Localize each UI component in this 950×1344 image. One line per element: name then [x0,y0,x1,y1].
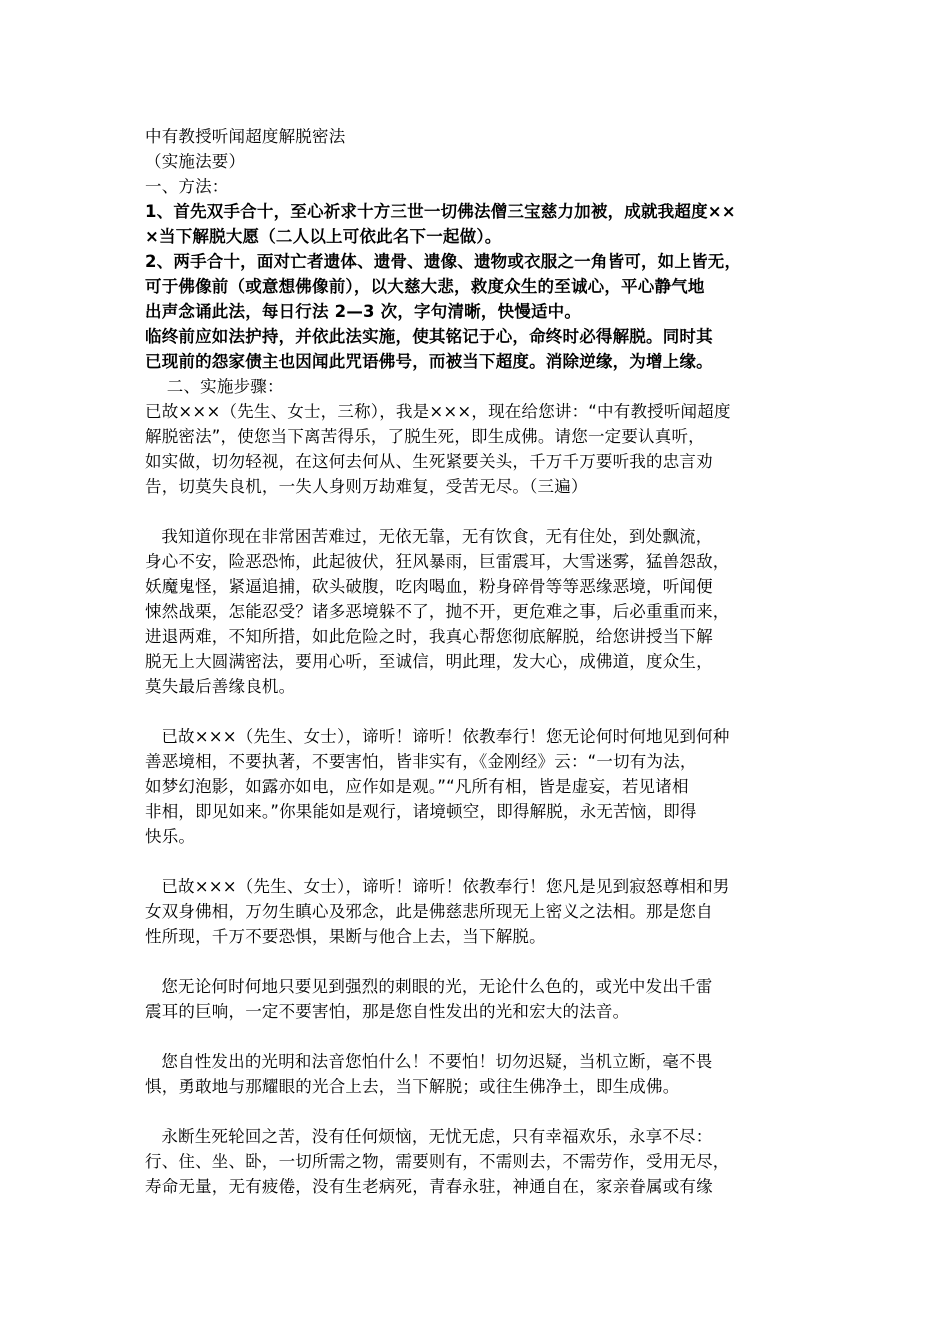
paragraph-6-line: 永断生死轮回之苦，没有任何烦恼，无忧无虑，只有幸福欢乐，永享不尽： [145,1127,713,1146]
paragraph-1-line: 脱无上大圆满密法，要用心听，至诚信，明此理，发大心，成佛道，度众生， [145,652,713,671]
paragraph-3-line: 女双身佛相，万勿生瞋心及邪念，此是佛慈悲所现无上密义之法相。那是您自 [145,902,713,921]
paragraph-2-line: 如梦幻泡影，如露亦如电，应作如是观。”“凡所有相，皆是虚妄，若见诸相 [145,777,689,796]
paragraph-1-line: 妖魔鬼怪，紧逼追捕，砍头破腹，吃肉喝血，粉身碎骨等等恶缘恶境，听闻便 [145,577,713,596]
section-heading-method: 一、方法： [145,177,229,196]
paragraph-4-line: 震耳的巨响，一定不要害怕，那是您自性发出的光和宏大的法音。 [145,1002,630,1021]
paragraph-gap [145,699,815,724]
paragraph-1-line: 进退两难，不知所措，如此危险之时，我真心帮您彻底解脱，给您讲授当下解 [145,627,713,646]
document-subtitle: （实施法要） [145,152,246,171]
paragraph-gap [145,1024,815,1049]
paragraph-6-line: 寿命无量，无有疲倦，没有生老病死，青春永驻，神通自在，家亲眷属或有缘 [145,1177,713,1196]
paragraph-5-line: 惧，勇敢地与那耀眼的光合上去，当下解脱；或往生佛净土，即生成佛。 [145,1077,680,1096]
paragraph-1-line: 悚然战栗，怎能忍受？诸多恶境躲不了，抛不开，更危难之事，后必重重而来， [145,602,730,621]
paragraph-3-line: 性所现，千万不要恐惧，果断与他合上去，当下解脱。 [145,927,546,946]
paragraph-gap [145,849,815,874]
paragraph-gap [145,949,815,974]
step-intro-line: 如实做，切勿轻视，在这何去何从、生死紧要关头，千万千万要听我的忠言劝 [145,452,713,471]
method-2-line: 可于佛像前（或意想佛像前），以大慈大悲，救度众生的至诚心，平心静气地 [145,277,705,296]
method-2-line: 2、两手合十，面对亡者遗体、遗骨、遗像、遗物或衣服之一角皆可，如上皆无， [145,252,742,271]
step-intro-line: 解脱密法”，使您当下离苦得乐，了脱生死，即生成佛。请您一定要认真听， [145,427,705,446]
paragraph-gap [145,1099,815,1124]
paragraph-6-line: 行、住、坐、卧，一切所需之物，需要则有，不需则去，不需劳作，受用无尽， [145,1152,730,1171]
method-1-line: 1、首先双手合十，至心祈求十方三世一切佛法僧三宝慈力加被，成就我超度×× [145,202,736,221]
step-intro-line: 已故×××（先生、女士，三称），我是×××，现在给您讲：“中有教授听闻超度 [145,402,731,421]
paragraph-gap [145,499,815,524]
step-intro-line: 告，切莫失良机，一失人身则万劫难复，受苦无尽。（三遍） [145,477,588,496]
document-body [145,124,815,1199]
paragraph-1-line: 身心不安，险恶恐怖，此起彼伏，狂风暴雨，巨雷震耳，大雪迷雾，猛兽怨敌， [145,552,730,571]
paragraph-2-line: 快乐。 [145,827,196,846]
note-line: 临终前应如法护持，并依此法实施，使其铭记于心，命终时必得解脱。同时其 [145,327,713,346]
paragraph-5-line: 您自性发出的光明和法音您怕什么！不要怕！切勿迟疑，当机立断，毫不畏 [145,1052,713,1071]
paragraph-1-line: 莫失最后善缘良机。 [145,677,296,696]
method-2-line: 出声念诵此法，每日行法 2—3 次，字句清晰，快慢适中。 [145,302,582,321]
paragraph-4-line: 您无论何时何地只要见到强烈的刺眼的光，无论什么色的，或光中发出千雷 [145,977,713,996]
paragraph-2-line: 已故×××（先生、女士），谛听！谛听！依教奉行！您无论何时何地见到何种 [145,727,730,746]
document-title: 中有教授听闻超度解脱密法 [145,127,346,146]
section-heading-steps: 二、实施步骤： [145,377,284,396]
note-line: 已现前的怨家债主也因闻此咒语佛号，而被当下超度。消除逆缘，为增上缘。 [145,352,713,371]
paragraph-2-line: 善恶境相，不要执著，不要害怕，皆非实有，《金刚经》云：“一切有为法， [145,752,697,771]
method-1-line: ×当下解脱大愿（二人以上可依此名下一起做）。 [145,227,502,246]
paragraph-1-line: 我知道你现在非常困苦难过，无依无靠，无有饮食，无有住处，到处飘流， [145,527,713,546]
paragraph-3-line: 已故×××（先生、女士），谛听！谛听！依教奉行！您凡是见到寂怒尊相和男 [145,877,730,896]
paragraph-2-line: 非相，即见如来。”你果能如是观行，诸境顿空，即得解脱，永无苦恼，即得 [145,802,697,821]
